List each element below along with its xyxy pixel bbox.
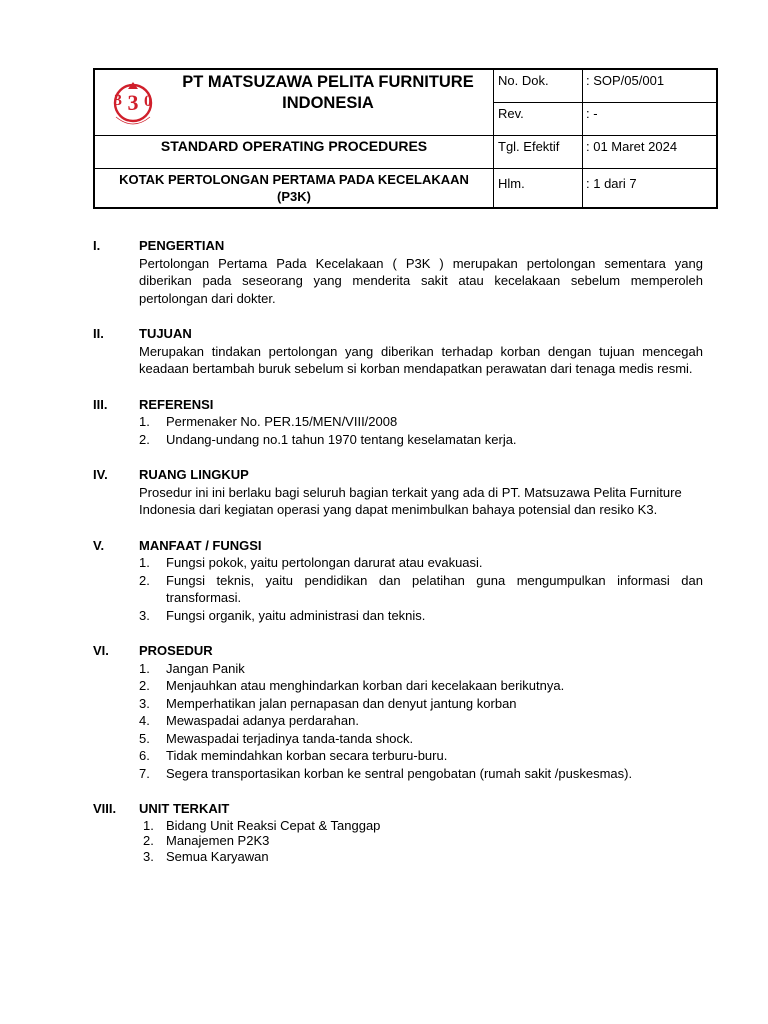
section-number: I. [93,238,101,253]
field-label-doc-no: No. Dok. [498,73,549,88]
list-item-number: 4. [139,713,150,728]
company-name-line1: PT MATSUZAWA PELITA FURNITURE [182,73,474,91]
section-number: VIII. [93,801,117,816]
list-item-number: 1. [143,817,154,833]
list-item-text: Undang-undang no.1 tahun 1970 tentang keselamatan kerja. [166,431,517,447]
list-item [139,747,703,765]
list-item [139,413,703,431]
list-item-text: Bidang Unit Reaksi Cepat & Tanggap [166,817,381,833]
list-item [139,765,703,783]
reference-list [139,413,703,448]
list-item-number: 3. [139,607,150,623]
section-title: PROSEDUR [139,643,213,658]
section-title: REFERENSI [139,396,214,412]
document-header-table [93,68,718,209]
section-unit-terkait [93,800,703,864]
section-pengertian [93,237,703,307]
field-value-rev: : - [586,106,598,121]
company-logo [104,75,162,131]
section-ruang-lingkup [93,466,703,519]
list-item [139,833,703,849]
list-item-number: 1. [139,555,150,570]
field-label-page: Hlm. [498,176,525,191]
list-item-text: Jangan Panik [166,660,245,676]
svg-text:0: 0 [144,93,152,110]
table-divider [493,102,716,103]
document-body [93,237,703,864]
list-item-number: 2. [139,678,150,693]
section-number: IV. [93,467,108,482]
list-item-number: 2. [139,431,150,447]
section-text: Prosedur ini ini berlaku bagi seluruh bagian terkait yang ada di PT. Matsuzawa Pelita Furniture Indonesia dari kegiatan operasi yang dapat menimbulkan bahaya potensial dan resiko K3. [139,484,682,517]
section-title: UNIT TERKAIT [139,801,230,816]
section-text: Pertolongan Pertama Pada Kecelakaan ( P3K ) merupakan pertolongan sementara yang diberikan pada seseorang yang menderita sakit atau kecelakaan sebelum memperoleh pertolongan dari dokter. [139,255,703,306]
svg-text:3: 3 [127,90,139,115]
document-type: STANDARD OPERATING PROCEDURES [160,138,428,154]
list-item-text: Semua Karyawan [166,848,269,864]
list-item [139,554,703,572]
document-title [95,171,493,205]
field-value-doc-no: : SOP/05/001 [586,73,665,88]
list-item-text: Fungsi pokok, yaitu pertolongan darurat atau evakuasi. [166,555,483,570]
list-item-text: Segera transportasikan korban ke sentral pengobatan (rumah sakit /puskesmas). [166,765,633,781]
svg-text:3: 3 [114,92,122,109]
list-item-number: 3. [139,695,150,711]
table-divider [493,70,494,207]
section-tujuan [93,325,703,378]
list-item-text: Tidak memindahkan korban secara terburu-buru. [166,748,448,763]
section-text: Merupakan tindakan pertolongan yang diberikan terhadap korban dengan tujuan mencegah keadaan bertambah buruk sebelum si korban mendapatkan perawatan dari tenaga medis resmi. [139,343,703,376]
table-divider [582,70,583,207]
list-item-number: 1. [139,660,150,676]
section-manfaat-fungsi [93,537,703,625]
list-item-number: 5. [139,730,150,746]
list-item-text: Memperhatikan jalan pernapasan dan denyut jantung korban [166,695,517,711]
table-divider [95,168,716,169]
section-number: II. [93,326,104,341]
field-label-rev: Rev. [498,106,524,121]
list-item-number: 1. [139,414,150,429]
procedure-list [139,660,703,783]
field-label-effective-date: Tgl. Efektif [498,139,560,154]
section-title: PENGERTIAN [139,238,225,253]
list-item [139,730,703,748]
list-item [139,431,703,449]
list-item-text: Manajemen P2K3 [166,833,270,848]
company-name-line2: INDONESIA [282,94,374,112]
section-referensi [93,396,703,449]
section-title: RUANG LINGKUP [139,467,249,482]
list-item [139,572,703,607]
list-item-text: Permenaker No. PER.15/MEN/VIII/2008 [166,414,398,429]
list-item-number: 2. [143,833,154,848]
section-number: III. [93,396,108,412]
section-prosedur [93,642,703,782]
list-item-text: Mewaspadai terjadinya tanda-tanda shock. [166,730,414,746]
section-number: V. [93,537,105,553]
list-item-number: 3. [143,848,154,864]
list-item [139,818,703,834]
list-item-text: Mewaspadai adanya perdarahan. [166,713,359,728]
list-item-number: 7. [139,765,150,781]
list-item-text: Fungsi teknis, yaitu pendidikan dan pelatihan guna mengumpulkan informasi dan transformasi. [166,572,703,605]
document-title-line1: KOTAK PERTOLONGAN PERTAMA PADA KECELAKAAN [119,172,469,187]
function-list [139,554,703,624]
section-title: MANFAAT / FUNGSI [139,537,262,553]
section-title: TUJUAN [139,326,192,341]
section-number: VI. [93,643,109,658]
list-item-text: Fungsi organik, yaitu administrasi dan teknis. [166,607,426,623]
company-name [165,72,491,114]
list-item-number: 6. [139,748,150,763]
related-unit-list [139,818,703,865]
list-item-number: 2. [139,572,150,588]
field-value-effective-date: : 01 Maret 2024 [586,139,678,154]
list-item [139,695,703,713]
list-item-text: Menjauhkan atau menghindarkan korban dari kecelakaan berikutnya. [166,678,565,693]
list-item [139,849,703,865]
list-item [139,712,703,730]
list-item [139,677,703,695]
field-value-page: : 1 dari 7 [586,176,637,191]
list-item [139,607,703,625]
document-title-line2: (P3K) [277,189,311,204]
list-item [139,660,703,678]
table-divider [95,135,716,136]
